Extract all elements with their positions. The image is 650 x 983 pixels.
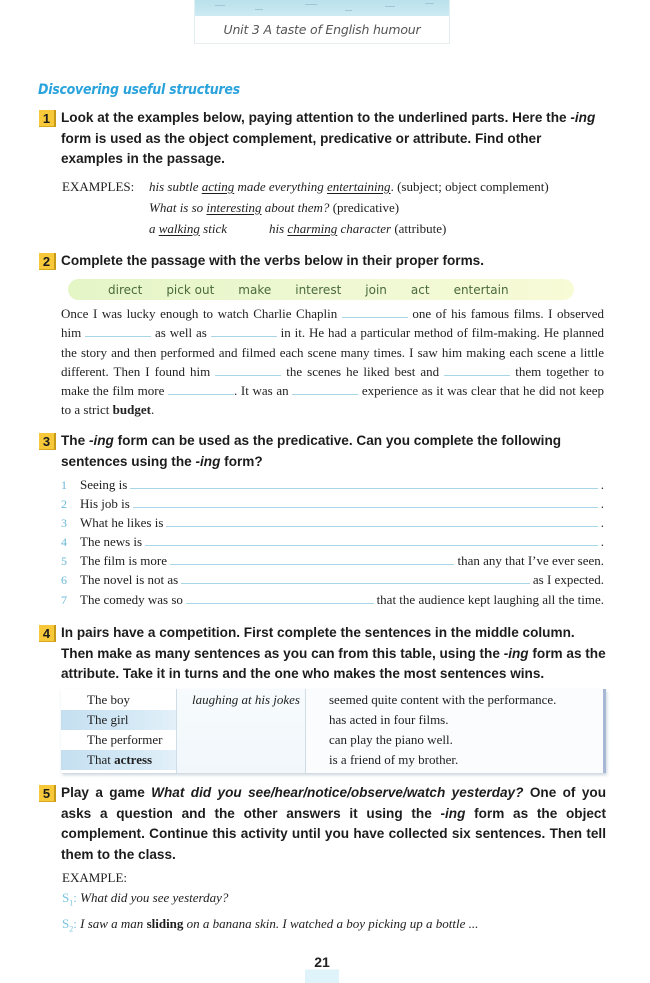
answer-line[interactable] <box>186 594 374 604</box>
answer-line[interactable] <box>145 536 598 546</box>
table-cell: laughing at his jokes <box>192 692 300 707</box>
word-bank-item: entertain <box>453 282 509 297</box>
task-1-examples <box>62 176 549 239</box>
task-number-badge: 5 <box>39 785 56 802</box>
table-cell: seemed quite content with the performance. <box>329 692 557 707</box>
banner-sky-decoration <box>195 0 449 16</box>
word-bank-item: pick out <box>166 282 215 297</box>
table-cell: has acted in four films. <box>329 712 449 727</box>
task-4 <box>38 623 606 685</box>
task-number-badge: 1 <box>39 110 56 127</box>
answer-blank[interactable] <box>292 383 358 395</box>
table-cell: can play the piano well. <box>329 732 453 747</box>
page-number: 21 <box>305 953 339 983</box>
answer-line[interactable] <box>130 479 597 489</box>
task-5 <box>38 783 606 865</box>
list-item: 1 Seeing is . <box>61 477 604 492</box>
list-item: 3 What he likes is . <box>61 515 604 531</box>
table-cell: That actress <box>61 750 176 770</box>
table-cell-blank[interactable] <box>177 750 305 770</box>
task-5-example <box>62 868 478 939</box>
answer-blank[interactable] <box>85 325 151 337</box>
task-3 <box>38 431 606 472</box>
answer-line[interactable] <box>170 555 454 565</box>
substitution-table <box>61 689 606 773</box>
answer-blank[interactable] <box>215 364 281 376</box>
answer-blank[interactable] <box>342 306 408 318</box>
table-column-predicate <box>306 689 603 773</box>
answer-line[interactable] <box>181 574 530 584</box>
table-cell: The boy <box>87 692 130 707</box>
speaker-label: $S_1$: <box>62 890 81 908</box>
word-bank-item: make <box>238 282 272 297</box>
answer-line[interactable] <box>166 517 597 527</box>
word-bank <box>68 279 574 300</box>
task-5-instruction: 5 Play a game What did you see/hear/notice/observe/watch yesterday? One of you asks a question and the other answers it using the -ing form as the object complement. Continue this activity until you have collected six sentences. Then tell them to the class. <box>38 783 606 865</box>
example-3: a walking stick his charming character (attribute) <box>149 221 447 236</box>
task-2-instruction: 2 Complete the passage with the verbs below in their proper forms. <box>38 251 606 272</box>
cloze-passage: Once I was lucky enough to watch Charlie Chaplin one of his famous films. I observed him as well as in it. He had a particular method of film-making. He planned the story and then performed and filmed each scene many times. I saw him making each scene a little different. Then I found him the scenes he liked best and them together to make the film more . It was an experience as it was clear that he did not keep to a strict budget. <box>61 306 604 418</box>
table-cell: The girl <box>61 710 176 730</box>
answer-blank[interactable] <box>211 325 277 337</box>
list-item: 5 The film is more than any that I’ve ever seen. <box>61 553 604 569</box>
examples-label: EXAMPLES: <box>62 179 135 194</box>
task-3-instruction: 3 The -ing form can be used as the predicative. Can you complete the following sentences using the -ing form? <box>38 431 606 472</box>
task-2 <box>38 251 606 272</box>
table-cell-blank[interactable] <box>177 710 305 730</box>
speaker-label: $S_2$: <box>62 915 81 934</box>
list-item: 6 The novel is not as as I expected. <box>61 572 604 588</box>
unit-title: Unit 3 A taste of English humour <box>223 22 421 37</box>
answer-blank[interactable] <box>444 364 510 376</box>
task-number-badge: 4 <box>39 625 56 642</box>
dialogue-line-2: $S_2$: I saw a man sliding on a banana skin. I watched a boy picking up a bottle ... <box>62 915 479 934</box>
example-2: What is so interesting about them? (predicative) <box>149 200 400 215</box>
table-column-attribute <box>176 689 306 773</box>
table-cell-blank[interactable] <box>177 730 305 750</box>
word-bank-item: interest <box>295 282 342 297</box>
section-title: Discovering useful structures <box>38 82 240 98</box>
table-cell: is a friend of my brother. <box>329 752 459 767</box>
task-4-instruction: 4 In pairs have a competition. First complete the sentences in the middle column. Then make as many sentences as you can from this table, using the -ing form as the attribute. Take it in turns and the one who makes the most sentences wins. <box>38 623 606 685</box>
task-1 <box>38 108 606 170</box>
table-cell: The performer <box>87 732 163 747</box>
answer-line[interactable] <box>133 498 598 508</box>
example-label: EXAMPLE: <box>62 870 127 885</box>
unit-banner <box>194 0 450 44</box>
task-1-instruction: 1 Look at the examples below, paying attention to the underlined parts. Here the -ing form is used as the object complement, predicative or attribute. Find other examples in the passage. <box>38 108 606 170</box>
word-bank-item: act <box>410 282 430 297</box>
dialogue-line-1: $S_1$: What did you see yesterday? <box>62 890 229 908</box>
task-number-badge: 3 <box>39 433 56 450</box>
sentence-list <box>61 477 604 611</box>
word-bank-item: join <box>365 282 387 297</box>
answer-blank[interactable] <box>168 383 234 395</box>
list-item: 7 The comedy was so that the audience kept laughing all the time. <box>61 591 604 607</box>
example-1: his subtle acting made everything entertaining. (subject; object complement) <box>149 179 549 194</box>
table-column-subject <box>61 689 176 773</box>
list-item: 2 His job is . <box>61 496 604 512</box>
word-bank-item: direct <box>108 282 143 297</box>
list-item: 4 The news is . <box>61 534 604 550</box>
task-number-badge: 2 <box>39 253 56 270</box>
